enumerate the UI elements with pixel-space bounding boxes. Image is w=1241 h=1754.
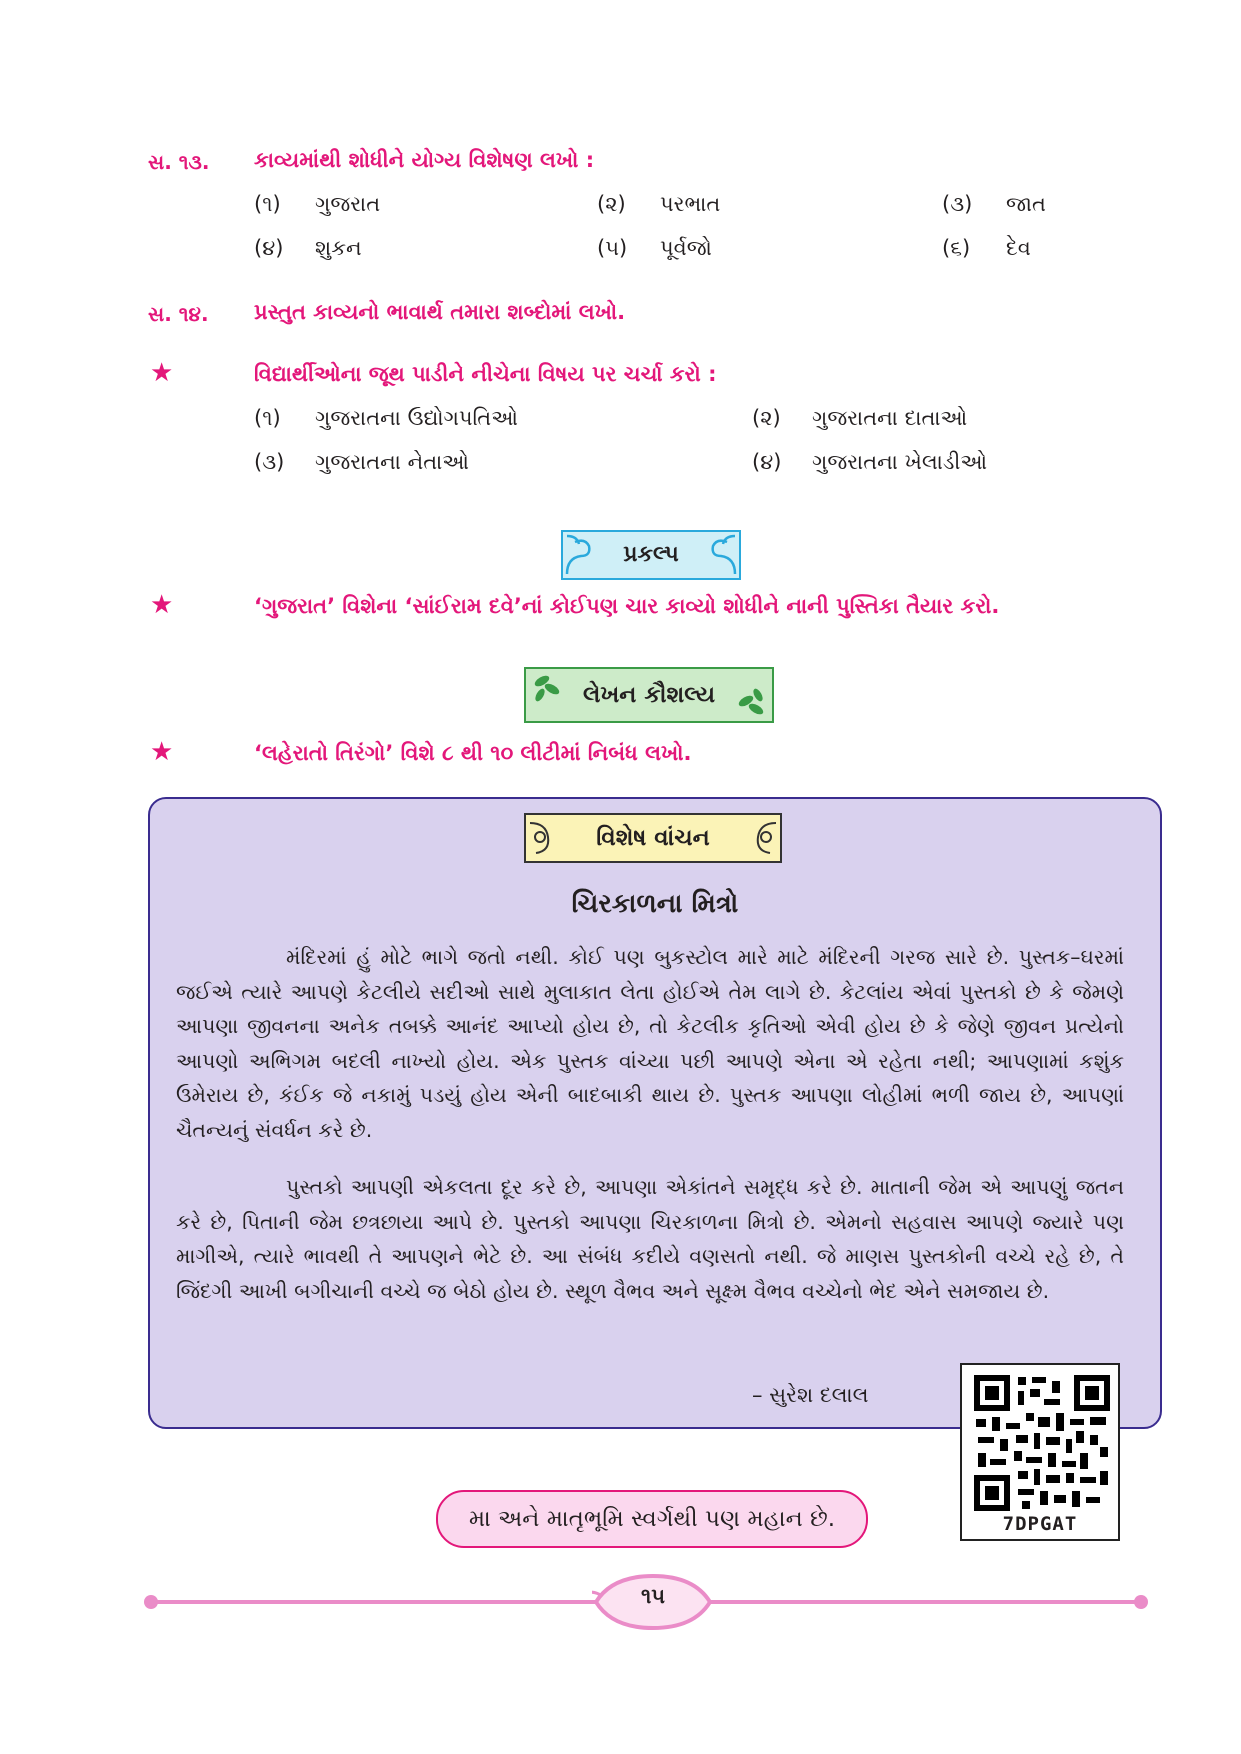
option-text: ગુજરાતના દાતાઓ [812, 406, 968, 430]
story-title: ચિરકાળના મિત્રો [571, 889, 739, 919]
special-reading-heading [524, 813, 782, 863]
author-name: – સુરેશ દલાલ [752, 1383, 869, 1407]
option-text: દેવ [1006, 236, 1031, 260]
question-13-text: કાવ્યમાંથી શોધીને યોગ્ય વિશેષણ લખો : [254, 148, 595, 172]
writing-skill-heading-label: લેખન કૌશલ્ય [582, 682, 716, 708]
story-paragraph-2 [176, 1170, 1124, 1308]
option-text: જાત [1006, 192, 1046, 216]
question-14-label: સ. ૧૪. [148, 302, 209, 326]
story-paragraph-1 [176, 940, 1124, 1147]
option-number: (૬) [942, 236, 971, 260]
option-number: (૩) [254, 450, 285, 474]
star-icon: ★ [150, 737, 174, 767]
page-number: ૧૫ [640, 1584, 666, 1608]
option-text: ગુજરાત [315, 192, 381, 216]
option-text: પરભાત [660, 192, 721, 216]
question-13-label: સ. ૧૩. [148, 150, 210, 174]
project-text: ‘ગુજરાત’ વિશેના ‘સાંઈરામ દવે’નાં કોઈપણ ચાર કાવ્યો શોધીને નાની પુસ્તિકા તૈયાર કરો. [254, 594, 1000, 618]
option-number: (૧) [254, 406, 281, 430]
question-14-text: પ્રસ્તુત કાવ્યનો ભાવાર્થ તમારા શબ્દોમાં લખો. [254, 300, 626, 324]
qr-code[interactable] [960, 1363, 1120, 1541]
option-number: (૨) [597, 192, 626, 216]
option-number: (૩) [942, 192, 973, 216]
discussion-text: વિદ્યાર્થીઓના જૂથ પાડીને નીચેના વિષય પર ચર્ચા કરો : [254, 362, 717, 386]
writing-skill-heading [524, 667, 774, 723]
qr-code-label: 7DPGAT [1002, 1513, 1078, 1535]
special-reading-heading-label: વિશેષ વાંચન [596, 825, 710, 851]
option-text: ગુજરાતના નેતાઓ [315, 450, 470, 474]
option-number: (૫) [597, 236, 628, 260]
option-number: (૪) [254, 236, 284, 260]
footer-dot-left [144, 1595, 158, 1609]
paragraph-text: પુસ્તકો આપણી એકલતા દૂર કરે છે, આપણા એકાંતને સમૃદ્ધ કરે છે. માતાની જેમ એ આપણું જતન કરે છે, પિતાની જેમ છત્રછાયા આપે છે. પુસ્તકો આપણા ચિરકાળના મિત્રો છે. એમનો સહવાસ આપણે જ્યારે પણ માગીએ, ત્યારે ભાવથી તે આપણને ભેટે છે. આ સંબંધ કદીયે વણસતો નથી. જે માણસ પુસ્તકોની વચ્ચે રહે છે, તે જિંદગી આખી બગીચાની વચ્ચે જ બેઠો હોય છે. સ્થૂળ વૈભવ અને સૂક્ષ્મ વૈભવ વચ્ચેનો ભેદ એને સમજાય છે. [176, 1175, 1124, 1303]
option-number: (૨) [752, 406, 781, 430]
option-number: (૧) [254, 192, 281, 216]
project-heading-label: પ્રકલ્પ [623, 542, 679, 567]
option-text: પૂર્વજો [660, 236, 712, 260]
footer-dot-right [1134, 1595, 1148, 1609]
qr-code-icon [972, 1373, 1112, 1513]
motto-banner: મા અને માતૃભૂમિ સ્વર્ગથી પણ મહાન છે. [436, 1490, 868, 1548]
option-number: (૪) [752, 450, 782, 474]
option-text: ગુજરાતના ખેલાડીઓ [812, 450, 988, 474]
project-heading [561, 530, 741, 580]
writing-skill-text: ‘લહેરાતો તિરંગો’ વિશે ૮ થી ૧૦ લીટીમાં નિબંધ લખો. [254, 741, 692, 765]
paragraph-text: મંદિરમાં હું મોટે ભાગે જતો નથી. કોઈ પણ બુકસ્ટોલ મારે માટે મંદિરની ગરજ સારે છે. પુસ્તક–ઘરમાં જઈએ ત્યારે આપણે કેટલીયે સદીઓ સાથે મુલાકાત લેતા હોઈએ તેમ લાગે છે. કેટલાંય એવાં પુસ્તકો છે કે જેમણે આપણા જીવનના અનેક તબક્કે આનંદ આપ્યો હોય છે, તો કેટલીક કૃતિઓ એવી હોય છે કે જેણે જીવન પ્રત્યેનો આપણો અભિગમ બદલી નાખ્યો હોય. એક પુસ્તક વાંચ્યા પછી આપણે એના એ રહેતા નથી; આપણામાં કશુંક ઉમેરાય છે, કંઈક જે નકામું પડયું હોય એની બાદબાકી થાય છે. પુસ્તક આપણા લોહીમાં ભળી જાય છે, આપણાં ચૈતન્યનું સંવર્ધન કરે છે. [176, 945, 1124, 1142]
option-text: શુકન [315, 236, 362, 260]
option-text: ગુજરાતના ઉદ્યોગપતિઓ [315, 406, 518, 430]
star-icon: ★ [150, 590, 174, 620]
star-icon: ★ [150, 358, 174, 388]
